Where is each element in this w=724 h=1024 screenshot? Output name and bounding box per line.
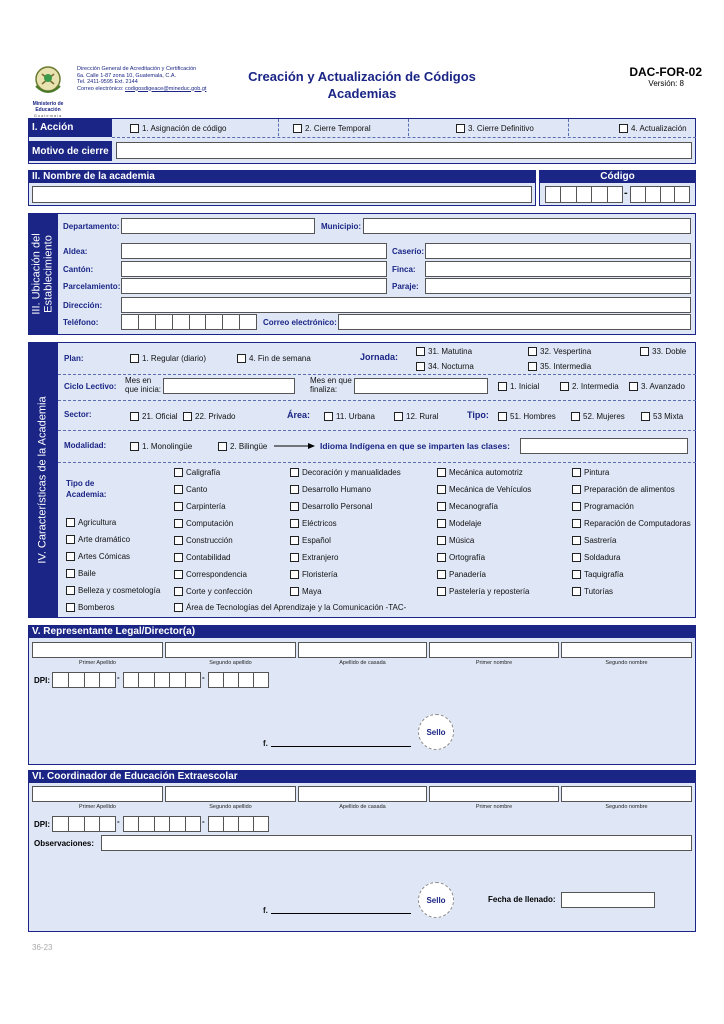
municipio-label: Municipio: bbox=[321, 222, 361, 231]
idioma-input[interactable] bbox=[520, 438, 688, 454]
codigo-title: Código bbox=[539, 170, 696, 183]
canton-label: Cantón: bbox=[63, 265, 94, 274]
divider bbox=[58, 462, 696, 463]
coord-dpi-cells-b[interactable] bbox=[123, 816, 201, 832]
parcelamiento-label: Parcelamiento: bbox=[63, 282, 121, 291]
accion-opt2-checkbox[interactable] bbox=[293, 124, 302, 133]
s22-label: 22. Privado bbox=[195, 412, 236, 421]
academy-type-label: Extranjero bbox=[302, 553, 339, 562]
academy-type-checkbox[interactable] bbox=[572, 587, 581, 596]
coord-apellido-casada[interactable] bbox=[298, 786, 427, 802]
academy-type-label: Sastrería bbox=[584, 536, 617, 545]
rep-dpi-cells-b[interactable] bbox=[123, 672, 201, 688]
academy-type-checkbox[interactable] bbox=[437, 468, 446, 477]
academy-type-label: Belleza y cosmetología bbox=[78, 586, 161, 595]
academy-type-checkbox[interactable] bbox=[174, 468, 183, 477]
academy-type-label: Mecánica automotriz bbox=[449, 468, 523, 477]
t51-label: 51. Hombres bbox=[510, 412, 556, 421]
j31-checkbox[interactable] bbox=[416, 347, 425, 356]
academy-type-label: Correspondencia bbox=[186, 570, 247, 579]
academy-type-label: Construcción bbox=[186, 536, 233, 545]
dept-line1: Dirección General de Acreditación y Certificación bbox=[77, 66, 197, 72]
j35-label: 35. Intermedia bbox=[540, 362, 592, 371]
c1-label: 1. Inicial bbox=[510, 382, 540, 391]
c3-checkbox[interactable] bbox=[629, 382, 638, 391]
c3-label: 3. Avanzado bbox=[641, 382, 685, 391]
caracteristicas-vertical-title bbox=[28, 342, 58, 618]
accion-opt1-checkbox[interactable] bbox=[130, 124, 139, 133]
caserio-label: Caserío: bbox=[392, 247, 425, 256]
academy-type-checkbox[interactable] bbox=[437, 553, 446, 562]
rep-segundo-nombre-label: Segundo nombre bbox=[605, 660, 648, 666]
j35-checkbox[interactable] bbox=[528, 362, 537, 371]
academy-type-label: Programación bbox=[584, 502, 634, 511]
academy-type-label: Pastelería y repostería bbox=[449, 587, 530, 596]
logo-org-name: Ministerio de Educación bbox=[32, 101, 64, 113]
municipio-input[interactable] bbox=[363, 218, 691, 234]
telefono-label: Teléfono: bbox=[63, 318, 99, 327]
t53-checkbox[interactable] bbox=[641, 412, 650, 421]
m2-label: 2. Bilingüe bbox=[230, 442, 268, 451]
coord-dpi-label: DPI: bbox=[34, 820, 50, 829]
rep-apellido-casada[interactable] bbox=[298, 642, 427, 658]
academy-type-checkbox[interactable] bbox=[174, 485, 183, 494]
academy-type-checkbox[interactable] bbox=[437, 502, 446, 511]
ubicacion-vertical-title bbox=[28, 213, 58, 335]
correo-input[interactable] bbox=[338, 314, 691, 330]
dash: - bbox=[202, 673, 205, 682]
coord-primer-nombre[interactable] bbox=[429, 786, 559, 802]
academy-type-checkbox[interactable] bbox=[290, 570, 299, 579]
academy-type-checkbox[interactable] bbox=[290, 587, 299, 596]
observaciones-label: Observaciones: bbox=[34, 839, 95, 848]
coord-primer-apellido[interactable] bbox=[32, 786, 163, 802]
telefono-cells[interactable] bbox=[121, 314, 257, 330]
paraje-input[interactable] bbox=[425, 278, 691, 294]
academy-type-checkbox[interactable] bbox=[572, 502, 581, 511]
academy-type-checkbox[interactable] bbox=[572, 553, 581, 562]
title-line2: Academias bbox=[327, 86, 397, 101]
rep-primer-nombre-label: Primer nombre bbox=[475, 660, 513, 666]
motivo-input[interactable] bbox=[116, 142, 692, 159]
ubicacion-v1: III. Ubicación del bbox=[31, 233, 44, 315]
academy-type-label: Desarrollo Humano bbox=[302, 485, 371, 494]
plan-label: Plan: bbox=[64, 354, 84, 363]
j34-label: 34. Nocturna bbox=[428, 362, 474, 371]
divider bbox=[112, 137, 696, 138]
m2-checkbox[interactable] bbox=[218, 442, 227, 451]
academy-type-checkbox[interactable] bbox=[174, 553, 183, 562]
academy-type-label: Canto bbox=[186, 485, 208, 494]
academy-type-label: Eléctricos bbox=[302, 519, 337, 528]
t53-label: 53 Mixta bbox=[653, 412, 684, 421]
academy-type-checkbox[interactable] bbox=[290, 536, 299, 545]
idioma-label: Idioma Indígena en que se imparten las clases: bbox=[320, 441, 510, 451]
academy-type-label: Pintura bbox=[584, 468, 610, 477]
accion-title: I. Acción bbox=[28, 118, 112, 137]
j31-label: 31. Matutina bbox=[428, 347, 473, 356]
academy-type-label: Computación bbox=[186, 519, 234, 528]
motivo-label: Motivo de cierre bbox=[28, 141, 112, 161]
coord-segundo-apellido-label: Segundo apellido bbox=[209, 804, 252, 810]
accion-opt2-label: 2. Cierre Temporal bbox=[305, 124, 371, 133]
coord-primer-nombre-label: Primer nombre bbox=[475, 804, 513, 810]
academy-type-label: Maya bbox=[302, 587, 322, 596]
direccion-input[interactable] bbox=[121, 297, 691, 313]
academy-type-label: Mecanografía bbox=[449, 502, 498, 511]
title-line1: Creación y Actualización de Códigos bbox=[248, 69, 476, 84]
coord-segundo-nombre[interactable] bbox=[561, 786, 692, 802]
rep-segundo-nombre[interactable] bbox=[561, 642, 692, 658]
rep-primer-apellido-label: Primer Apellido bbox=[79, 660, 116, 666]
coord-firma-label: f. bbox=[263, 906, 268, 915]
academy-type-checkbox[interactable] bbox=[66, 552, 75, 561]
mes-finaliza-label: Mes en que finaliza: bbox=[310, 376, 352, 394]
dept-email[interactable]: codigosdigeace@mineduc.gob.gt bbox=[125, 85, 207, 92]
canton-input[interactable] bbox=[121, 261, 387, 277]
aldea-input[interactable] bbox=[121, 243, 387, 259]
divider bbox=[58, 374, 696, 375]
j34-checkbox[interactable] bbox=[416, 362, 425, 371]
coordinador-title: VI. Coordinador de Educación Extraescolar bbox=[28, 770, 696, 783]
academy-type-label: Carpintería bbox=[186, 502, 226, 511]
academy-type-checkbox[interactable] bbox=[174, 587, 183, 596]
academy-type-label: Taquigrafía bbox=[584, 570, 624, 579]
dept-info bbox=[77, 66, 206, 92]
rep-dpi-cells-a[interactable] bbox=[52, 672, 116, 688]
fecha-input[interactable] bbox=[561, 892, 655, 908]
ciclo-label: Ciclo Lectivo: bbox=[64, 382, 117, 391]
finca-label: Finca: bbox=[392, 265, 416, 274]
direccion-label: Dirección: bbox=[63, 301, 103, 310]
ministry-logo bbox=[22, 64, 74, 118]
c2-checkbox[interactable] bbox=[560, 382, 569, 391]
academy-type-label: Modelaje bbox=[449, 519, 482, 528]
academy-type-label: Arte dramático bbox=[78, 535, 131, 544]
academy-type-label: Tutorías bbox=[584, 587, 614, 596]
s21-checkbox[interactable] bbox=[130, 412, 139, 421]
jornada-label: Jornada: bbox=[360, 352, 399, 362]
academy-type-label: Agricultura bbox=[78, 518, 117, 527]
s21-label: 21. Oficial bbox=[142, 412, 178, 421]
caserio-input[interactable] bbox=[425, 243, 691, 259]
c1-checkbox[interactable] bbox=[498, 382, 507, 391]
paraje-label: Paraje: bbox=[392, 282, 419, 291]
dept-line2: 6a. Calle 1-87 zona 10, Guatemala, C.A. bbox=[77, 72, 177, 79]
coord-segundo-apellido[interactable] bbox=[165, 786, 296, 802]
academy-type-label: Soldadura bbox=[584, 553, 621, 562]
rep-primer-nombre[interactable] bbox=[429, 642, 559, 658]
academy-type-label: Música bbox=[449, 536, 475, 545]
academy-type-checkbox[interactable] bbox=[572, 485, 581, 494]
academy-type-checkbox[interactable] bbox=[66, 586, 75, 595]
academy-type-label: Caligrafía bbox=[186, 468, 221, 477]
mes-inicia-input[interactable] bbox=[163, 378, 295, 394]
academy-type-checkbox[interactable] bbox=[437, 519, 446, 528]
plan1-label: 1. Regular (diario) bbox=[142, 354, 207, 363]
academy-type-label: Corte y confección bbox=[186, 587, 253, 596]
codigo-dash: - bbox=[624, 187, 628, 199]
academy-type-checkbox[interactable] bbox=[66, 603, 75, 612]
accion-opt1-label: 1. Asignación de código bbox=[142, 124, 227, 133]
representante-title: V. Representante Legal/Director(a) bbox=[28, 625, 696, 638]
academy-type-label: Contabilidad bbox=[186, 553, 231, 562]
academy-type-checkbox[interactable] bbox=[66, 535, 75, 544]
modalidad-label: Modalidad: bbox=[64, 441, 107, 450]
plan4-label: 4. Fin de semana bbox=[249, 354, 311, 363]
a11-label: 11. Urbana bbox=[336, 412, 375, 421]
academy-type-checkbox[interactable] bbox=[290, 485, 299, 494]
academy-type-label: Reparación de Computadoras bbox=[584, 519, 691, 528]
m1-checkbox[interactable] bbox=[130, 442, 139, 451]
rep-primer-apellido[interactable] bbox=[32, 642, 163, 658]
rep-firma-line[interactable] bbox=[271, 746, 411, 747]
academy-type-label: Desarrollo Personal bbox=[302, 502, 373, 511]
form-version: Versión: 8 bbox=[648, 79, 684, 88]
rep-firma-label: f. bbox=[263, 739, 268, 748]
area-label: Área: bbox=[287, 410, 311, 420]
correo-label: Correo electrónico: bbox=[263, 318, 337, 327]
codigo-cells-a[interactable] bbox=[545, 186, 623, 203]
dept-email-label: Correo electrónico: bbox=[77, 85, 124, 92]
academy-type-label: Preparación de alimentos bbox=[584, 485, 675, 494]
academy-type-checkbox[interactable] bbox=[290, 502, 299, 511]
academy-type-label: Mecánica de Vehículos bbox=[449, 485, 532, 494]
coord-dpi-cells-a[interactable] bbox=[52, 816, 116, 832]
a11-checkbox[interactable] bbox=[324, 412, 333, 421]
academy-type-checkbox[interactable] bbox=[290, 468, 299, 477]
accion-opt4-label: 4. Actualización bbox=[631, 124, 687, 133]
divider bbox=[408, 119, 409, 136]
dept-line3: Tel. 2411-9595 Ext. 2144 bbox=[77, 79, 138, 85]
tac-label: Área de Tecnologías del Aprendizaje y la Comunicación -TAC- bbox=[186, 603, 407, 612]
academy-type-label: Ortografía bbox=[449, 553, 486, 562]
plan1-checkbox[interactable] bbox=[130, 354, 139, 363]
observaciones-input[interactable] bbox=[101, 835, 692, 851]
accion-opt3-checkbox[interactable] bbox=[456, 124, 465, 133]
coord-firma-line[interactable] bbox=[271, 913, 411, 914]
academy-type-checkbox[interactable] bbox=[290, 519, 299, 528]
ubicacion-v2: Establecimiento bbox=[43, 235, 56, 313]
academy-type-checkbox[interactable] bbox=[572, 536, 581, 545]
departamento-input[interactable] bbox=[121, 218, 315, 234]
departamento-label: Departamento: bbox=[63, 222, 120, 231]
j33-label: 33. Doble bbox=[652, 347, 687, 356]
academy-type-label: Panadería bbox=[449, 570, 486, 579]
academy-type-checkbox[interactable] bbox=[437, 587, 446, 596]
academy-type-label: Decoración y manualidades bbox=[302, 468, 401, 477]
academy-type-checkbox[interactable] bbox=[572, 519, 581, 528]
rep-segundo-apellido-label: Segundo apellido bbox=[209, 660, 252, 666]
academy-type-checkbox[interactable] bbox=[437, 485, 446, 494]
s22-checkbox[interactable] bbox=[183, 412, 192, 421]
academy-type-checkbox[interactable] bbox=[66, 569, 75, 578]
accion-opt4-checkbox[interactable] bbox=[619, 124, 628, 133]
j32-checkbox[interactable] bbox=[528, 347, 537, 356]
a12-label: 12. Rural bbox=[406, 412, 439, 421]
form-code: DAC-FOR-02 bbox=[629, 65, 702, 79]
tipo-label: Tipo: bbox=[467, 410, 489, 420]
academy-type-checkbox[interactable] bbox=[174, 570, 183, 579]
dash: - bbox=[117, 817, 120, 826]
rep-dpi-cells-c[interactable] bbox=[208, 672, 269, 688]
fecha-label: Fecha de llenado: bbox=[488, 895, 556, 904]
rep-sello: Sello bbox=[418, 714, 454, 750]
rep-dpi-label: DPI: bbox=[34, 676, 50, 685]
divider bbox=[568, 119, 569, 136]
rep-segundo-apellido[interactable] bbox=[165, 642, 296, 658]
academy-type-checkbox[interactable] bbox=[437, 536, 446, 545]
m1-label: 1. Monolingüe bbox=[142, 442, 193, 451]
tipo-academia-label: Tipo de Academia: bbox=[66, 479, 107, 499]
academy-type-checkbox[interactable] bbox=[437, 570, 446, 579]
coord-primer-apellido-label: Primer Apellido bbox=[79, 804, 116, 810]
academy-type-checkbox[interactable] bbox=[572, 468, 581, 477]
academy-type-label: Bomberos bbox=[78, 603, 115, 612]
divider bbox=[278, 119, 279, 136]
aldea-label: Aldea: bbox=[63, 247, 88, 256]
academy-type-checkbox[interactable] bbox=[290, 553, 299, 562]
divider bbox=[58, 430, 696, 431]
academy-type-label: Artes Cómicas bbox=[78, 552, 131, 561]
academy-type-label: Baile bbox=[78, 569, 96, 578]
page-title bbox=[222, 68, 502, 102]
academy-type-checkbox[interactable] bbox=[572, 570, 581, 579]
logo-org-sub: Guatemala bbox=[33, 113, 63, 118]
divider bbox=[58, 400, 696, 401]
coord-apellido-casada-label: Apellido de casada bbox=[339, 804, 386, 810]
parcelamiento-input[interactable] bbox=[121, 278, 387, 294]
mes-inicia-label: Mes en que inicia: bbox=[125, 376, 162, 394]
dash: - bbox=[202, 817, 205, 826]
nombre-input[interactable] bbox=[32, 186, 532, 203]
footer-code: 36-23 bbox=[32, 943, 53, 952]
sector-label: Sector: bbox=[64, 410, 92, 419]
t52-label: 52. Mujeres bbox=[583, 412, 625, 421]
rep-apellido-casada-label: Apellido de casada bbox=[339, 660, 386, 666]
nombre-title: II. Nombre de la academia bbox=[28, 170, 536, 183]
academy-type-checkbox[interactable] bbox=[174, 536, 183, 545]
a12-checkbox[interactable] bbox=[394, 412, 403, 421]
plan4-checkbox[interactable] bbox=[237, 354, 246, 363]
tac-checkbox[interactable] bbox=[174, 603, 183, 612]
arrow-right-icon bbox=[274, 441, 316, 451]
academy-type-label: Floristería bbox=[302, 570, 338, 579]
mes-finaliza-input[interactable] bbox=[354, 378, 488, 394]
accion-opt3-label: 3. Cierre Definitivo bbox=[468, 124, 534, 133]
academy-type-checkbox[interactable] bbox=[174, 519, 183, 528]
c2-label: 2. Intermedia bbox=[572, 382, 619, 391]
academy-type-checkbox[interactable] bbox=[66, 518, 75, 527]
j32-label: 32. Vespertina bbox=[540, 347, 592, 356]
caracteristicas-v: IV. Características de la Academia bbox=[37, 396, 49, 564]
j33-checkbox[interactable] bbox=[640, 347, 649, 356]
coord-dpi-cells-c[interactable] bbox=[208, 816, 269, 832]
coat-of-arms-icon bbox=[22, 64, 74, 98]
finca-input[interactable] bbox=[425, 261, 691, 277]
coord-segundo-nombre-label: Segundo nombre bbox=[605, 804, 648, 810]
academy-type-checkbox[interactable] bbox=[174, 502, 183, 511]
dash: - bbox=[117, 673, 120, 682]
t52-checkbox[interactable] bbox=[571, 412, 580, 421]
coord-sello: Sello bbox=[418, 882, 454, 918]
codigo-cells-b[interactable] bbox=[630, 186, 690, 203]
t51-checkbox[interactable] bbox=[498, 412, 507, 421]
academy-type-label: Español bbox=[302, 536, 331, 545]
